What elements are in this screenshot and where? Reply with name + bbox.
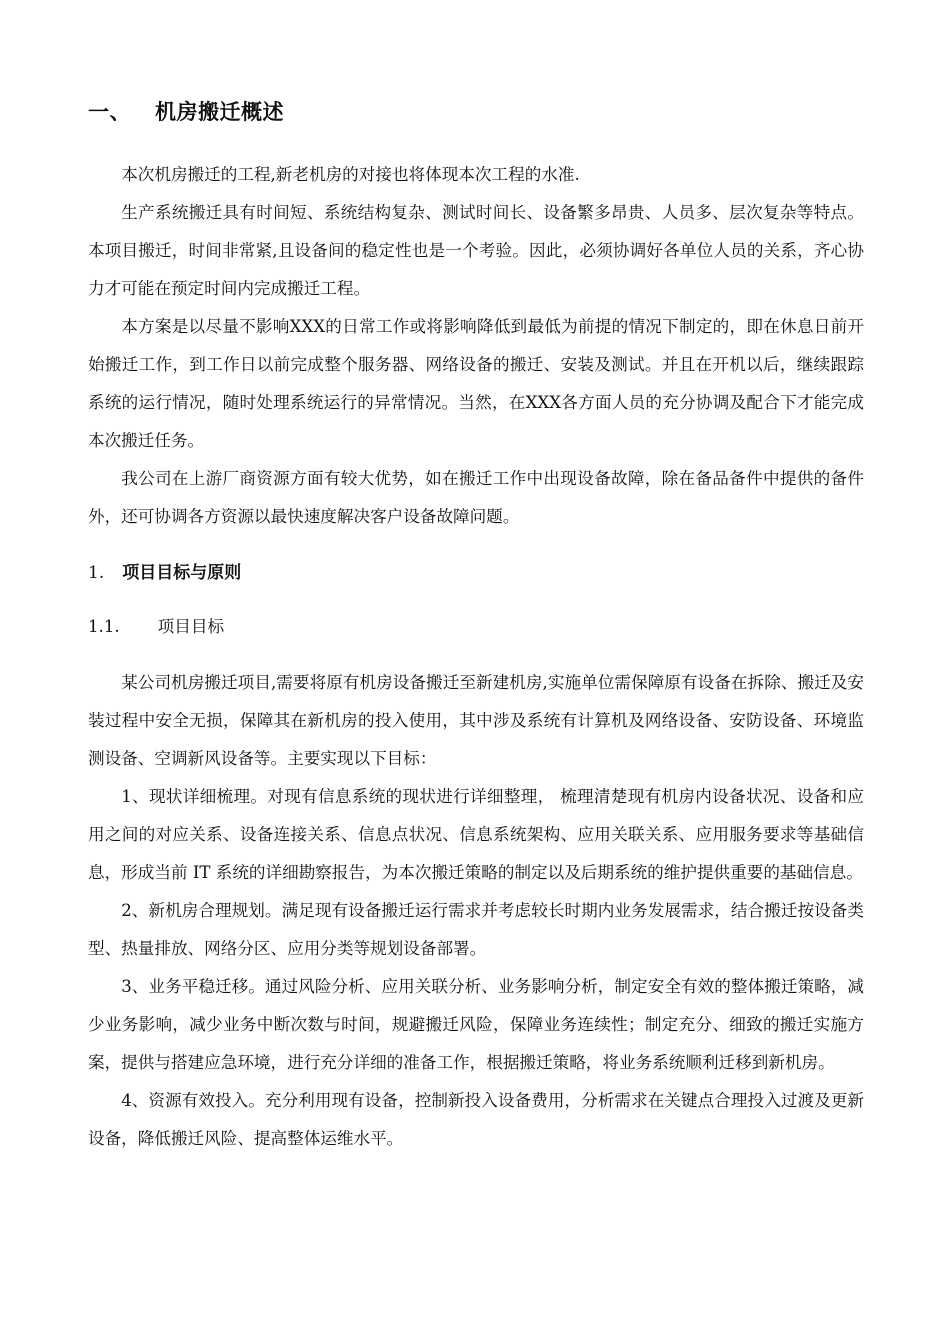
subsubsection-heading (88, 613, 224, 637)
subsection-title: 项目目标与原则 (122, 563, 242, 583)
subsubsection-title: 项目目标 (157, 617, 225, 636)
subsubsection-number: 1.1. (88, 617, 120, 636)
section-heading (88, 96, 284, 126)
subsection-number: 1. (88, 563, 105, 583)
overview-text (88, 156, 864, 536)
section-title: 机房搬迁概述 (155, 100, 284, 124)
goal-item: 1、现状详细梳理。对现有信息系统的现状进行详细整理， 梳理清楚现有机房内设备状况、设备和应用之间的对应关系、设备连接关系、信息点状况、信息系统架构、应用关联关系、应用服务要求等基础信息，形成当前 IT 系统的详细勘察报告，为本次搬迁策略的制定以及后期系统的维护提供重要的基础信息。 (88, 787, 864, 882)
paragraph: 本方案是以尽量不影响XXX的日常工作或将影响降低到最低为前提的情况下制定的，即在休息日前开始搬迁工作，到工作日以前完成整个服务器、网络设备的搬迁、安装及测试。并且在开机以后，继续跟踪系统的运行情况，随时处理系统运行的异常情况。当然，在XXX各方面人员的充分协调及配合下才能完成本次搬迁任务。 (88, 317, 864, 450)
paragraph: 生产系统搬迁具有时间短、系统结构复杂、测试时间长、设备繁多昂贵、人员多、层次复杂等特点。本项目搬迁，时间非常紧,且设备间的稳定性也是一个考验。因此，必须协调好各单位人员的关系，齐心协力才可能在预定时间内完成搬迁工程。 (88, 203, 864, 298)
goal-item: 4、资源有效投入。充分利用现有设备，控制新投入设备费用，分析需求在关键点合理投入过渡及更新设备，降低搬迁风险、提高整体运维水平。 (88, 1091, 864, 1148)
paragraph: 某公司机房搬迁项目,需要将原有机房设备搬迁至新建机房,实施单位需保障原有设备在拆除、搬迁及安装过程中安全无损，保障其在新机房的投入使用，其中涉及系统有计算机及网络设备、安防设备、环境监测设备、空调新风设备等。主要实现以下目标： (88, 673, 864, 768)
project-goals-text (88, 664, 864, 1158)
goal-item: 2、新机房合理规划。满足现有设备搬迁运行需求并考虑较长时期内业务发展需求，结合搬迁按设备类型、热量排放、网络分区、应用分类等规划设备部署。 (88, 901, 864, 958)
paragraph: 本次机房搬迁的工程,新老机房的对接也将体现本次工程的水准. (121, 165, 580, 184)
paragraph: 我公司在上游厂商资源方面有较大优势，如在搬迁工作中出现设备故障，除在备品备件中提供的备件外，还可协调各方资源以最快速度解决客户设备故障问题。 (88, 469, 864, 526)
section-number: 一、 (88, 100, 131, 124)
goal-item: 3、业务平稳迁移。通过风险分析、应用关联分析、业务影响分析，制定安全有效的整体搬迁策略，减少业务影响，减少业务中断次数与时间，规避搬迁风险，保障业务连续性；制定充分、细致的搬迁实施方案，提供与搭建应急环境，进行充分详细的准备工作，根据搬迁策略，将业务系统顺利迁移到新机房。 (88, 977, 864, 1072)
subsection-heading (88, 558, 241, 583)
